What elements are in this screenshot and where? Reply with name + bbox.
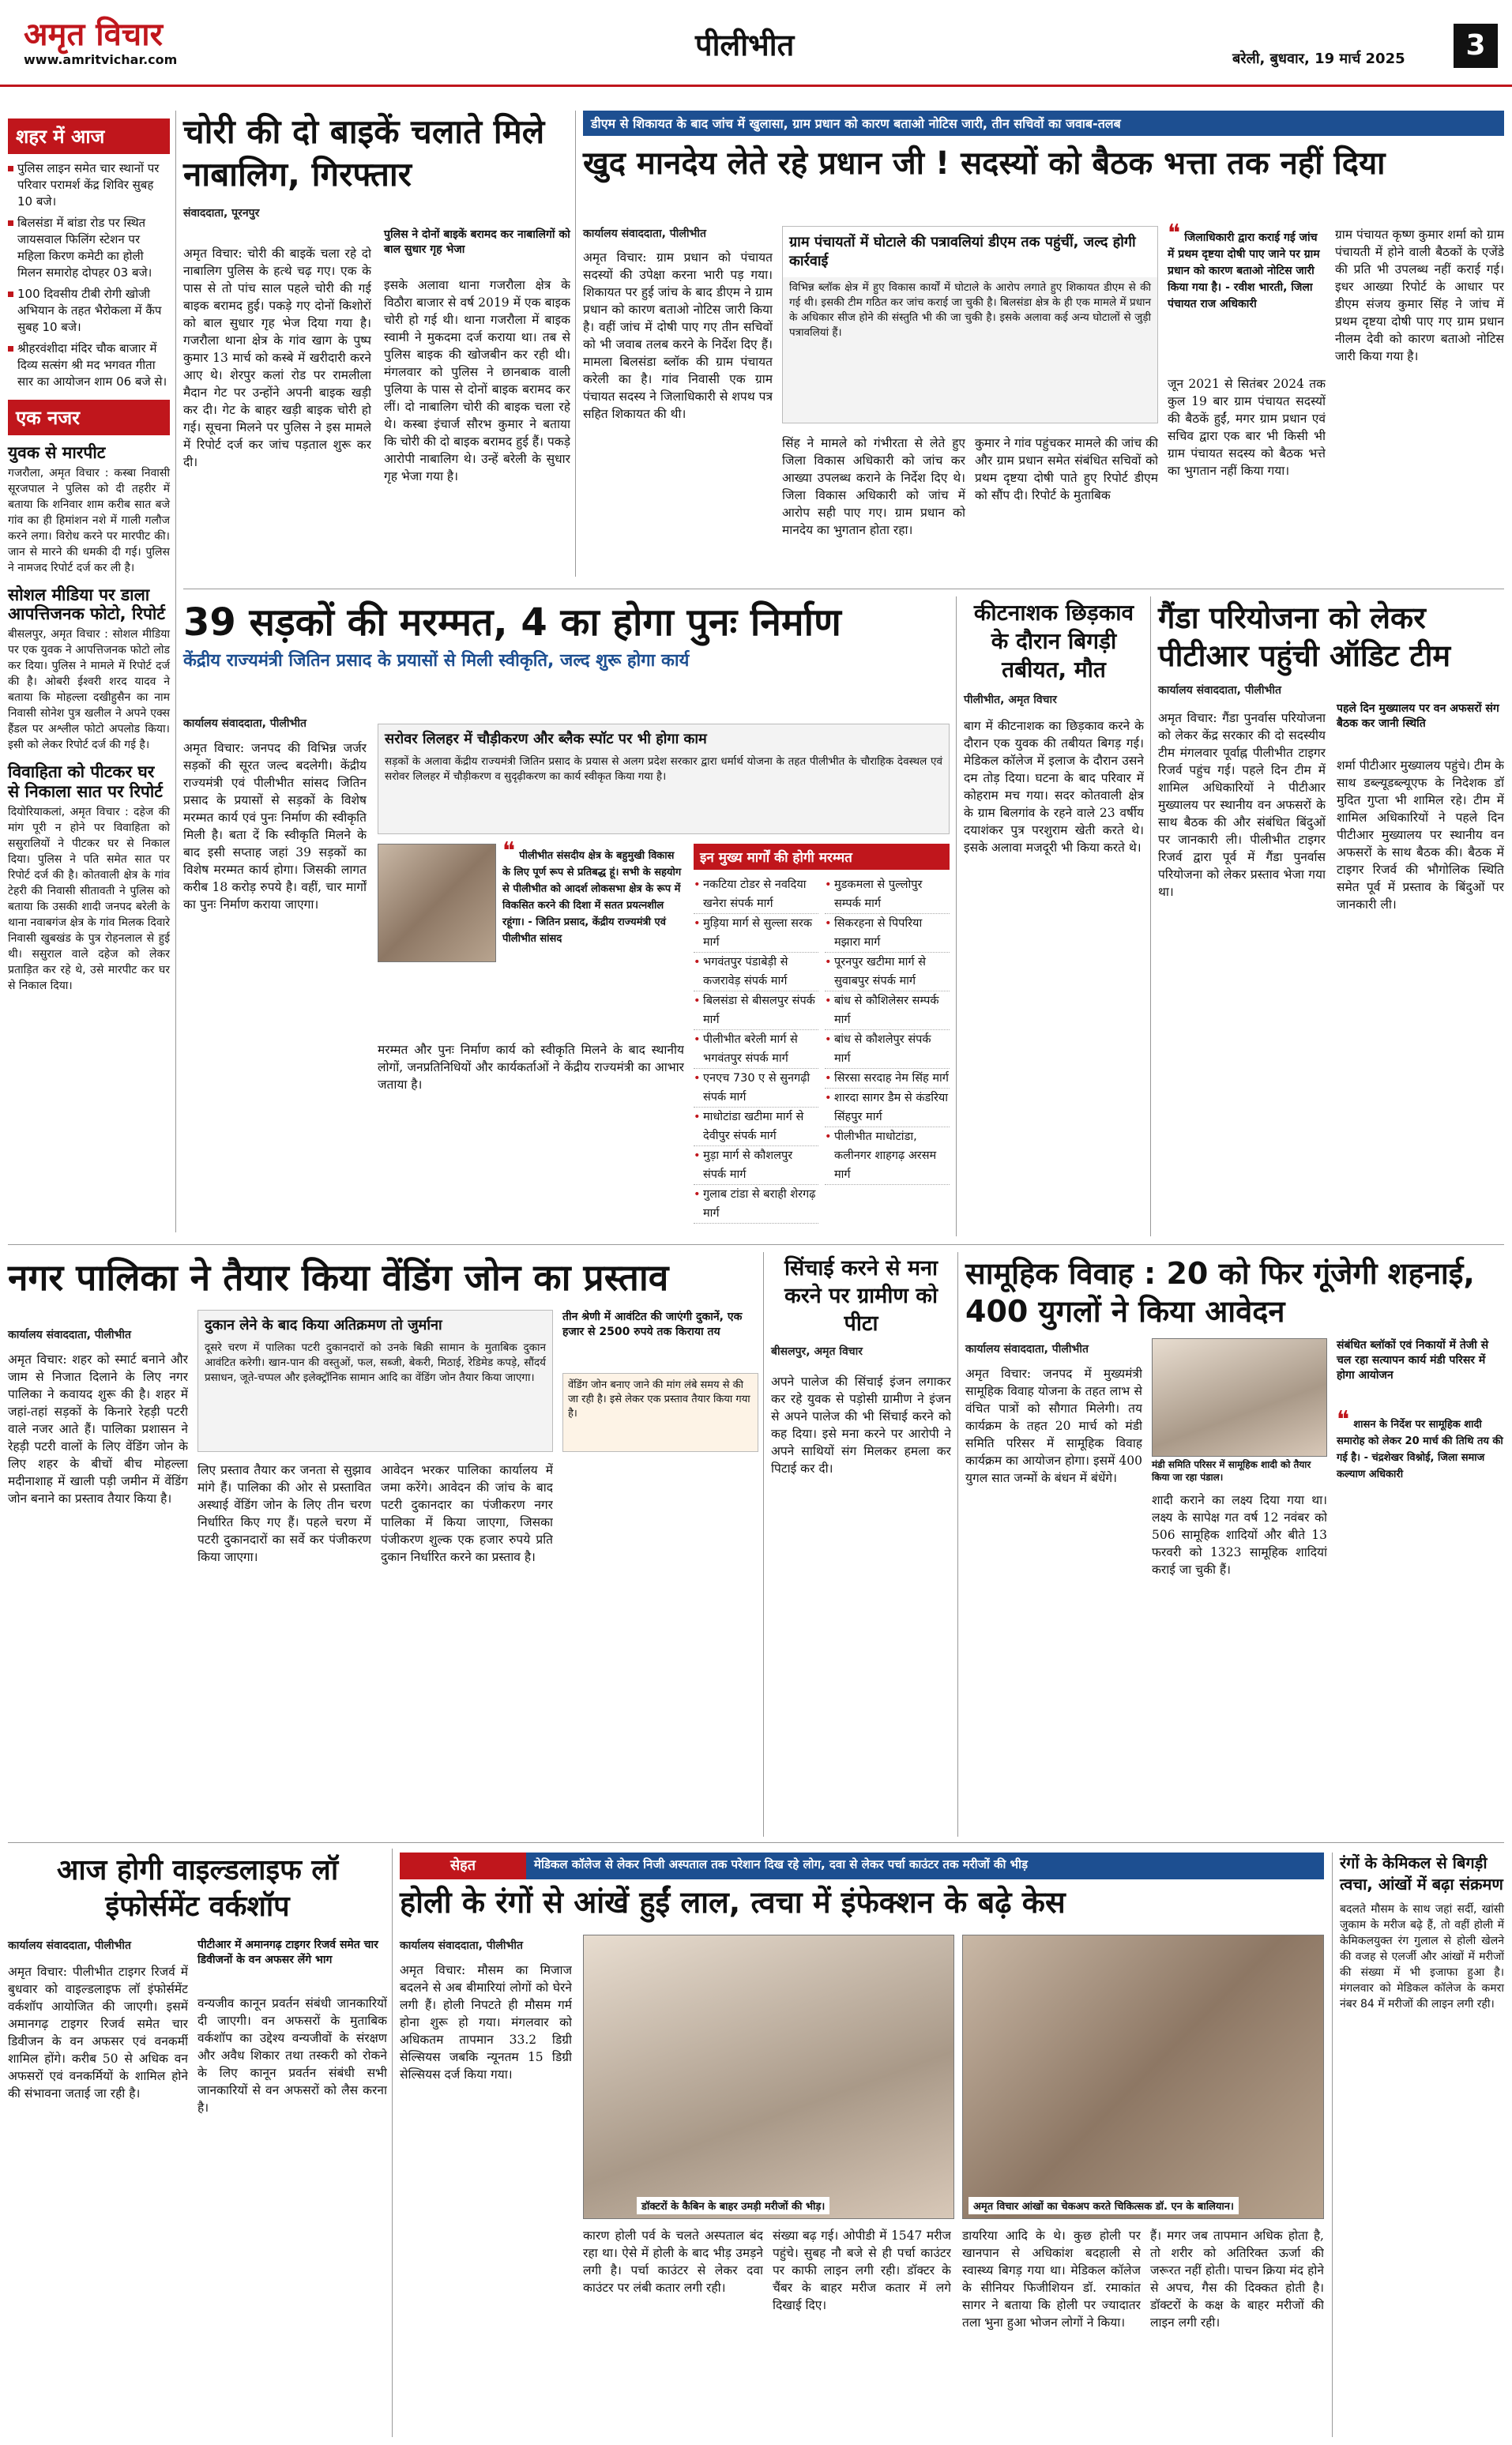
vending-box-text: दूसरे चरण में पालिका पटरी दुकानदारों को उनके बिक्री सामान के मुताबिक दुकान आवंटित करेगी। खान-पान की वस्तुओं, फल, सब्जी, बेकरी, मिठाई, रेडिमेड कपड़े, सौंदर्य प्रसाधन, जूते-चप्पल और इलेक्ट्रॉनिक सामान आदि का वेंडिंग जोन तैयार किया जाएगा।: [205, 1341, 546, 1384]
road-item: • मुडकमला से पुल्लोपुर सम्पर्क मार्ग: [825, 875, 950, 914]
roads-quote: ❝ पीलीभीत संसदीय क्षेत्र के बहुमुखी विकास के लिए पूर्ण रूप से प्रतिबद्ध हूं। सभी के सहयोग से पीलीभीत को आदर्श लोकसभा क्षेत्र के रूप में विकसित करने की दिशा में सतत प्रयत्नशील रहूंगा। - जितिन प्रसाद, केंद्रीय राज्यमंत्री एवं पीलीभीत सांसद: [502, 837, 682, 945]
wedding-story: [965, 1254, 1504, 1839]
health-col4: डायरिया आदि के थे। कुछ होली पर खानपान से अधिकांश बदहाली से स्वास्थ्य बिगड़ गया था। मेडिकल कॉलेज के सीनियर फिजीशियन डॉ. रमाकांत सागर ने बताया कि होली पर ज्यादातर तला भुना हुआ भोजन लोगों ने किया।: [962, 2229, 1141, 2330]
left-sidebar: [8, 118, 170, 1224]
roads-subhead: केंद्रीय राज्यमंत्री जितिन प्रसाद के प्रयासों से मिली स्वीकृति, जल्द शुरू होगा कार्य: [183, 651, 690, 671]
roads-headline: 39 सड़कों की मरम्मत, 4 का होगा पुनः निर्माण: [183, 600, 841, 645]
wedding-col2: शादी कराने का लक्ष्य दिया गया था। लक्ष्य के सापेक्ष गत वर्ष 12 नवंबर को 506 सामूहिक शादियों और बीते 13 फरवरी को 1323 सामूहिक शादियां कराई जा चुकी हैं।: [1152, 1493, 1327, 1577]
road-item: • पीलीभीत माधोटांडा, कलीनगर शाहगढ़ अरसम मार्ग: [825, 1127, 950, 1185]
nazar-title: एक नजर: [8, 400, 170, 435]
roads-list: [694, 844, 950, 1239]
road-item: • एनएच 730 ए से सुनगढ़ी संपर्क मार्ग: [694, 1069, 818, 1108]
brief-text: बीसलपुर, अमृत विचार : सोशल मीडिया पर एक युवक ने आपत्तिजनक फोटो लोड कर दिया। पुलिस ने मामले में रिपोर्ट दर्ज की है। ओबरी ईश्वरी शरद यादव ने बताया कि मोहल्ला दखीहुसैन का नाम निवासी सोनेश पुत्र खलील ने अपने एक्स हैंडल पर अश्लील फोटो अपलोड किया। इसी को लेकर रिपोर्ट दर्ज की गई है।: [8, 628, 170, 752]
crowd-caption: डॉक्टरों के कैबिन के बाहर उमड़ी मरीजों की भीड़।: [637, 2197, 829, 2214]
roads-box: [378, 724, 950, 834]
health-kicker: मेडिकल कॉलेज से लेकर निजी अस्पताल तक परेशान दिख रहे लोग, दवा से लेकर पर्चा काउंटर तक मरीजों की भीड़: [526, 1853, 1324, 1879]
pradhan-story: [583, 111, 1504, 585]
road-item: • सिरसा सरदाह नेम सिंह मार्ग: [825, 1069, 950, 1089]
pradhan-quote: ❝ जिलाधिकारी द्वारा कराई गई जांच में प्रथम दृष्टया दोषी पाए जाने पर ग्राम प्रधान को कारण बताओ नोटिस जारी किया गया है। - रवीश भारती, जिला पंचायत राज अधिकारी: [1168, 220, 1320, 310]
road-item: • भगवंतपुर पंडाबेड़ी से कजरावेड़ संपर्क मार्ग: [694, 953, 818, 991]
pradhan-headline: खुद मानदेय लेते रहे प्रधान जी ! सदस्यों को बैठक भत्ता तक नहीं दिया: [583, 145, 1386, 182]
roads-col1: अमृत विचार: जनपद की विभिन्न जर्जर सड़कों की सूरत जल्द बदलेगी। केंद्रीय राज्यमंत्री एवं पीलीभीत सांसद जितिन प्रसाद के प्रयासों से सड़कों के विशेष मरम्मत कार्य एवं पुनः निर्माण की स्वीकृति मिली है। बता दें कि स्वीकृति मिलने के बाद इसी सप्ताह जहां 39 सड़कों का विशेष मरम्मत कार्य होगा। जिसकी लागत करीब 18 करोड़ रुपये है। वहीं, चार मार्गों का पुनः निर्माण कराया जाएगा।: [183, 741, 367, 912]
road-item: • बिलसंडा से बीसलपुर संपर्क मार्ग: [694, 991, 818, 1030]
today-item: श्रीहरवंशीदा मंदिर चौक बाजार में दिव्य सत्संग श्री मद भगवत गीता सार का आयोजन शाम 06 बजे से।: [8, 340, 170, 390]
health-headline: होली के रंगों से आंखें हुईं लाल, त्वचा में इंफेक्शन के बढ़े केस: [400, 1885, 1066, 1920]
roads-byline: कार्यालय संवाददाता, पीलीभीत: [183, 717, 307, 730]
health-col1: अमृत विचार: मौसम का मिजाज बदलने से अब बीमारियां लोगों को घेरने लगी हैं। होली निपटते ही मौसम गर्म होना शुरू हो गया। मंगलवार को अधिकतम तापमान 33.2 डिग्री सेल्सियस जबकि न्यूनतम 15 डिग्री सेल्सियस दर्ज किया गया।: [400, 1963, 572, 2082]
wedding-quote: ❝ शासन के निर्देश पर सामूहिक शादी समारोह को लेकर 20 मार्च की तिथि तय की गई है। - चंद्रशेखर विश्नोई, जिला समाज कल्याण अधिकारी: [1337, 1406, 1503, 1480]
section-title: पीलीभीत: [695, 28, 795, 62]
roads-list-left: [694, 875, 818, 1224]
spray-text: बाग में कीटनाशक का छिड़काव करने के दौरान एक युवक की तबीयत बिगड़ गई। मेडिकल कॉलेज में इलाज के दौरान उसने दम तोड़ दिया। घटना के बाद परिवार में कोहराम मच गया। सदर कोतवाली क्षेत्र के ग्राम बिलगांव के रहने वाले 23 वर्षीय दयाशंकर पुत्र परशुराम खेती करते थे। इसके अलावा मजदूरी भी किया करते थे।: [964, 719, 1144, 855]
road-item: • पूरनपुर खटीमा मार्ग से सुवाबपुर संपर्क मार्ग: [825, 953, 950, 991]
health-col3: संख्या बढ़ गई। ओपीडी में 1547 मरीज पहुंचे। सुबह नौ बजे से ही पर्चा काउंटर पर काफी लाइन लगी रही। डॉक्टर के चैंबर के बाहर मरीज कतार में लगे दिखाई दिए।: [773, 2229, 951, 2312]
newspaper-url[interactable]: www.amritvichar.com: [24, 52, 178, 67]
pandal-caption: मंडी समिति परिसर में सामूहिक शादी को तैयार किया जा रहा पंडाल।: [1152, 1459, 1311, 1483]
wildlife-story: [8, 1853, 387, 2437]
pradhan-box-title: ग्राम पंचायतों में घोटाले की पत्रावलियां डीएम तक पहुंचीं, जल्द होगी कार्रवाई: [783, 227, 1157, 277]
vending-box-title: दुकान लेने के बाद किया अतिक्रमण तो जुर्माना: [205, 1317, 442, 1333]
tiger-headline: गैंडा परियोजना को लेकर पीटीआर पहुंची ऑडिट टीम: [1158, 600, 1451, 673]
vending-box: [197, 1310, 553, 1452]
spray-story: [964, 599, 1144, 1231]
minister-photo: [378, 844, 496, 962]
pradhan-col2: सिंह ने मामले को गंभीरता से लेते हुए जिला विकास अधिकारी को जांच कर आख्या उपलब्ध कराने के निर्देश दिए थे। जिला विकास अधिकारी को जांच में आरोप सही पाए गए। ग्राम प्रधान को मानदेय का भुगतान होता रहा।: [782, 436, 965, 537]
vending-headline: नगर पालिका ने तैयार किया वेंडिंग जोन का प्रस्ताव: [8, 1256, 669, 1299]
pradhan-box-text: विभिन्न ब्लॉक क्षेत्र में हुए विकास कार्यों में घोटाले के आरोप लगाते हुए शिकायत डीएम से की गई थी। इसकी टीम गठित कर जांच कराई जा चुकी है। बिलसंडा क्षेत्र के ही एक मामले में प्रधान के अधिकार सीज होने की संस्तुति भी की जा चुकी है। इसके अलावा कई अन्य घोटालों से जुड़ी पत्रावलियां हैं।: [789, 281, 1151, 339]
spray-byline: पीलीभीत, अमृत विचार: [964, 694, 1057, 706]
tiger-col2: शर्मा पीटीआर मुख्यालय पहुंचे। टीम के साथ डब्ल्यूडब्ल्यूएफ के निदेशक डॉ मुदित गुप्ता भी शामिल रहे। टीम में शामिल अधिकारियों ने पहले दिन पीटीआर मुख्यालय पर स्थानीय वन अफसरों के साथ बैठक की। बैठक में टाइगर रिजर्व की भौगोलिक स्थिति समेत पूर्व में प्रस्ताव के बिंदुओं पर जानकारी ली।: [1337, 758, 1504, 912]
health-sidebar-title: रंगों के केमिकल से बिगड़ी त्वचा, आंखों में बढ़ा संक्रमण: [1340, 1853, 1503, 1894]
road-item: • पीलीभीत बरेली मार्ग से भगवंतपुर संपर्क मार्ग: [694, 1030, 818, 1069]
roads-list-right: [825, 875, 950, 1185]
brief-title: युवक से मारपीट: [8, 443, 106, 462]
brief-title: सोशल मीडिया पर डाला आपत्तिजनक फोटो, रिपोर्ट: [8, 585, 165, 624]
wildlife-headline: आज होगी वाइल्डलाइफ लॉ इंफोर्समेंट वर्कशॉप: [56, 1854, 339, 1923]
theft-story: [183, 111, 570, 585]
crowd-photo: [583, 1935, 954, 2219]
road-item: • मुड़िया मार्ग से सुल्ला सरक मार्ग: [694, 914, 818, 953]
road-item: • नकटिया टोडर से नवदिया खनेरा संपर्क मार्ग: [694, 875, 818, 914]
tiger-col1: अमृत विचार: गैंडा पुनर्वास परियोजना को लेकर केंद्र सरकार की दो सदस्यीय टीम मंगलवार पूर्वाह्न पीलीभीत टाइगर रिजर्व पहुंच गई। पहले दिन टीम में शामिल अधिकारियों ने पीटीआर मुख्यालय पर स्थानीय वन अफसरों के साथ बैठक की और संबंधित बिंदुओं पर जानकारी ली। पीलीभीत टाइगर रिजर्व द्वारा पूर्व में गैंडा पुनर्वास परियोजना को लेकर प्रस्ताव भेजा गया था।: [1158, 711, 1326, 899]
tiger-byline: कार्यालय संवाददाता, पीलीभीत: [1158, 684, 1281, 697]
pradhan-byline: कार्यालय संवाददाता, पीलीभीत: [583, 228, 706, 240]
masthead: [0, 0, 1512, 87]
tiger-kicker: पहले दिन मुख्यालय पर वन अफसरों संग बैठक कर जानी स्थिति: [1337, 702, 1499, 730]
wedding-col1: अमृत विचार: जनपद में मुख्यमंत्री सामूहिक विवाह योजना के तहत लाभ से वंचित पात्रों को सौगात मिलेगी। तय कार्यक्रम के तहत 20 मार्च को मंडी समिति परिसर में सामूहिक विवाह कार्यक्रम का आयोजन होगा। इसमें 400 युगल सात जन्मों के बंधन में बंधेंगे।: [965, 1367, 1142, 1485]
health-col5: हैं। मगर जब तापमान अधिक होता है, तो शरीर को अतिरिक्त ऊर्जा की जरूरत नहीं होती। पाचन क्रिया मंद होने से अपच, गैस की दिक्कत होती है। डॉक्टरों के कक्ष के बाहर मरीजों की लाइन लगी रही।: [1150, 2229, 1324, 2330]
irrigation-byline: बीसलपुर, अमृत विचार: [771, 1345, 863, 1358]
theft-byline: संवाददाता, पूरनपुर: [183, 207, 260, 220]
pradhan-col5: ग्राम पंचायत कृष्ण कुमार शर्मा को ग्राम पंचायती में होने वाली बैठकों के एजेंडे की प्रति भी उपलब्ध नहीं कराई गई। इधर आख्या रिपोर्ट के आधार पर डीएम संजय कुमार सिंह ने जांच में प्रथम दृष्टया दोषी पाए गए ग्राम प्रधान नीलम देवी को कारण बताओ नोटिस जारी किया गया है।: [1335, 228, 1504, 363]
vending-kicker: तीन श्रेणी में आवंटित की जाएंगी दुकानें, एक हजार से 2500 रुपये तक किराया तय: [562, 1311, 743, 1338]
doctor-caption: अमृत विचार आंखों का चेकअप करते चिकित्सक डॉ. एन के बालियान।: [969, 2197, 1239, 2214]
health-sidebar-text: बदलते मौसम के साथ जहां सर्दी, खांसी जुकाम के मरीज बढ़े हैं, तो वहीं होली में केमिकलयुक्त रंग गुलाल से होली खेलने की वजह से एलर्जी और आंखों में मरीजों की संख्या में भी इजाफा हुआ है। मंगलवार को मेडिकल कॉलेज के कमरा नंबर 84 में मरीजों की लाइन लगी रही।: [1340, 1903, 1504, 2011]
quote-icon: ❝: [1337, 1406, 1350, 1434]
tiger-story: [1158, 599, 1504, 1231]
road-item: • मुड़ा मार्ग से कौशलपुर संपर्क मार्ग: [694, 1146, 818, 1185]
roads-col2: मरम्मत और पुनः निर्माण कार्य को स्वीकृति मिलने के बाद स्थानीय लोगों, जनप्रतिनिधियों और कार्यकर्ताओं ने केंद्रीय राज्यमंत्री का आभार जताया है।: [378, 1043, 684, 1092]
health-section-tag: सेहत: [400, 1853, 526, 1879]
health-story: [400, 1853, 1504, 2437]
road-item: • बांध से कौशिलेसर सम्पर्क मार्ग: [825, 991, 950, 1030]
road-item: • बांध से कौशलेपुर संपर्क मार्ग: [825, 1030, 950, 1069]
irrigation-headline: सिंचाई करने से मना करने पर ग्रामीण को पीटा: [784, 1256, 938, 1336]
spray-headline: कीटनाशक छिड़काव के दौरान बिगड़ी तबीयत, मौत: [973, 600, 1134, 683]
today-item: पुलिस लाइन समेत चार स्थानों पर परिवार परामर्श केंद्र शिविर सुबह 10 बजे।: [8, 160, 170, 210]
health-sidebar: [1340, 1853, 1504, 2437]
vending-col2: लिए प्रस्ताव तैयार कर जनता से सुझाव मांगे हैं। पालिका की ओर से प्रस्तावित अस्थाई वेंडिंग जोन के लिए तीन चरण निर्धारित किए गए हैं। पहले चरण में पटरी दुकानदारों का सर्वे कर पंजीकरण किया जाएगा।: [197, 1463, 371, 1564]
theft-col1: अमृत विचार: चोरी की बाइकें चला रहे दो नाबालिग पुलिस के हत्थे चढ़ गए। एक के पास से तो पांच साल पहले चोरी की गई बाइक बरामद हुई। पकड़े गए दोनों किशोरों को बाल सुधार गृह भेज दिया गया है। गजरौला थाना क्षेत्र के गांव खाग के पुष्प कुमार 13 मार्च को कस्बे में खरीदारी करने आए थे। शेरपुर कलां रोड पर रामलीला मैदान गेट पर उन्होंने अपनी बाइक खड़ी कर दी। गेट के बाहर खड़ी बाइक चोरी हो गई। सूचना मिलने पर पुलिस ने इस मामले में रिपोर्ट दर्ज कर जांच पड़ताल शुरू कर दी।: [183, 246, 371, 469]
theft-col2: इसके अलावा थाना गजरौला क्षेत्र के विठौरा बाजार से वर्ष 2019 में एक बाइक चोरी हो गई थी। थाना गजरौला में बाइक स्वामी ने मुकदमा दर्ज कराया था। तब से पुलिस बाइक की खोजबीन कर रही थी। मंगलवार को पुलिस ने छानबाक वाली पुलिया के पास से दोनों बाइक बरामद कर लीं। दो नाबालिग चोरी की बाइक चला रहे थे। कस्बा इंचार्ज सौरभ कुमार ने बताया कि चोरी की दो बाइक बरामद हुई हैं। पकड़े आरोपी नाबालिग थे। उन्हें बरेली के सुधार गृह भेजा गया है।: [384, 278, 570, 483]
wedding-kicker: संबंधित ब्लॉकों एवं निकायों में तेजी से चल रहा सत्यापन कार्य मंडी परिसर में होगा आयोजन: [1337, 1339, 1489, 1382]
pradhan-col1: अमृत विचार: ग्राम प्रधान को पंचायत सदस्यों की उपेक्षा करना भारी पड़ गया। शिकायत पर हुई जांच के बाद डीएम ने ग्राम प्रधान को कारण बताओ नोटिस जारी किया है। वहीं जांच में दोषी पाए गए तीन सचिवों को भी जवाब तलब करने के निर्देश दिए हैं। मामला बिलसंडा ब्लॉक की ग्राम पंचायत करेली का है। गांव निवासी एक ग्राम पंचायत सदस्य ने जिलाधिकारी से शपथ पत्र सहित शिकायत की थी।: [583, 250, 773, 421]
page-number: 3: [1454, 24, 1498, 68]
pradhan-box: [782, 226, 1158, 423]
brief-title: विवाहिता को पीटकर घर से निकाला सात पर रिपोर्ट: [8, 762, 163, 801]
roads-story: [183, 599, 950, 1247]
today-title: शहर में आज: [8, 118, 170, 154]
pradhan-col4: जून 2021 से सितंबर 2024 तक कुल 19 बार ग्राम पंचायत सदस्यों की बैठकें हुईं, मगर ग्राम प्रधान एवं सचिव द्वारा एक बार भी किसी भी ग्राम पंचायत सदस्य को बैठक भत्ते का भुगतान नहीं किया गया।: [1168, 377, 1326, 478]
wildlife-col2: वन्यजीव कानून प्रवर्तन संबंधी जानकारियों दी जाएगी। वन अफसरों के मुताबिक वर्कशॉप का उद्देश्य वन्यजीवों के संरक्षण और अवैध शिकार तथा तस्करी को रोकने के लिए कानून प्रवर्तन संबंधी सभी जानकारियों से वन अफसरों को लैस करना है।: [197, 1996, 387, 2115]
today-item: बिलसंडा में बांडा रोड पर स्थित जायसवाल फिलिंग स्टेशन पर महिला किरण कमेटी का होली मिलन समारोह दोपहर 03 बजे।: [8, 215, 170, 281]
wildlife-kicker: पीटीआर में अमानगढ़ टाइगर रिजर्व समेत चार डिवीजनों के वन अफसर लेंगे भाग: [197, 1939, 378, 1966]
roads-box-text: सड़कों के अलावा केंद्रीय राज्यमंत्री जितिन प्रसाद के प्रयास से अलग प्रदेश सरकार द्वारा धर्मार्थ योजना के तहत पीलीभीत के चौराहिक देवस्थल एवं सरोवर लिलहर में चौड़ीकरण व सुदृढ़ीकरण का कार्य स्वीकृत किया गया है।: [385, 755, 942, 783]
irrigation-text: अपने पालेज की सिंचाई इंजन लगाकर कर रहे युवक से पड़ोसी ग्रामीण ने इंजन से अपने पालेज की भी सिंचाई करने को कह दिया। इसे मना करने पर आरोपी ने अपने साथियों संग मिलकर हमला कर पिटाई कर दी।: [771, 1375, 951, 1476]
brief-text: गजरौला, अमृत विचार : कस्बा निवासी सूरजपाल ने पुलिस को दी तहरीर में बताया कि शनिवार शाम करीब सात बजे गांव का ही हिमांशन नशे में गाली गलौज करने लगा। विरोध करने पर मारपीट की। जान से मारने की धमकी दी गई। पुलिस ने नामजद रिपोर्ट दर्ज कर ली है।: [8, 467, 170, 575]
vending-story: [8, 1254, 758, 1839]
doctor-photo: [962, 1935, 1324, 2219]
pandal-photo: [1152, 1338, 1327, 1457]
vending-side-box: वेंडिंग जोन बनाए जाने की मांग लंबे समय से की जा रही है। इसे लेकर एक प्रस्ताव तैयार किया गया है।: [562, 1373, 758, 1452]
vending-col1: अमृत विचार: शहर को स्मार्ट बनाने और जाम से निजात दिलाने के लिए नगर पालिका ने कवायद शुरू की है। शहर में जहां-तहां सड़कों के किनारे रेहड़ी पटरी वाले नजर आते हैं। पालिका प्रशासन ने रेहड़ी पटरी वालों के लिए वेंडिंग जोन के लिए शहर के बीचों बीच मोहल्ला मदीनाशाह में खाली पड़ी जमीन में वेंडिंग जोन बनाने का प्रस्ताव तैयार किया है।: [8, 1352, 188, 1506]
today-item: 100 दिवसीय टीबी रोगी खोजी अभियान के तहत भैरोकला में कैंप सुबह 10 बजे।: [8, 286, 170, 336]
pradhan-kicker: डीएम से शिकायत के बाद जांच में खुलासा, ग्राम प्रधान को कारण बताओ नोटिस जारी, तीन सचिवों का जवाब-तलब: [583, 111, 1504, 136]
health-col2: कारण होली पर्व के चलते अस्पताल बंद रहा था। ऐसे में होली के बाद भीड़ उमड़ने लगी है। पर्चा काउंटर से लेकर दवा काउंटर पर लंबी कतार लगी रही।: [583, 2229, 763, 2295]
wildlife-byline: कार्यालय संवाददाता, पीलीभीत: [8, 1939, 131, 1952]
road-item: • गुलाब टांडा से बराही शेरगढ़ मार्ग: [694, 1185, 818, 1224]
newspaper-logo: अमृत विचार: [24, 17, 163, 53]
health-byline: कार्यालय संवाददाता, पीलीभीत: [400, 1939, 523, 1952]
irrigation-story: [771, 1254, 951, 1839]
theft-kicker: पुलिस ने दोनों बाइकें बरामद कर नाबालिगों को बाल सुधार गृह भेजा: [384, 228, 570, 256]
vending-byline: कार्यालय संवाददाता, पीलीभीत: [8, 1329, 131, 1341]
theft-headline: चोरी की दो बाइकें चलाते मिले नाबालिग, गिरफ्तार: [183, 112, 545, 194]
dateline: बरेली, बुधवार, 19 मार्च 2025: [1232, 51, 1405, 67]
vending-col3: आवेदन भरकर पालिका कार्यालय में जमा करेंगे। आवेदन की जांच के बाद पटरी दुकानदार का पंजीकरण नगर पालिका में किया जाएगा, जिसका पंजीकरण शुल्क एक हजार रुपये प्रति दुकान निर्धारित करने का प्रस्ताव है।: [381, 1463, 553, 1564]
brief-text: दियोरियाकलां, अमृत विचार : दहेज की मांग पूरी न होने पर विवाहिता को ससुरालियों ने पीटकर घर से निकाल दिया। पुलिस ने पति समेत सात पर रिपोर्ट दर्ज की है। कोतवाली क्षेत्र के गांव टेहरी की निवासी सीतावती ने पुलिस को बताया कि उसकी शादी जनपद बरेली के थाना नवाबगंज क्षेत्र के गांव मिलक दिवारे निवासी खुबखंड के पुत्र रोहनलाल से हुई थी। ससुराल वाले दहेज को लेकर प्रताड़ित कर रहे थे, उसे मारपीट कर घर से निकाल दिया।: [8, 805, 170, 992]
pradhan-col3: कुमार ने गांव पहुंचकर मामले की जांच की और ग्राम प्रधान समेत संबंधित सचिवों को प्रथम दृष्टया दोषी पाते हुए रिपोर्ट डीएम को सौंप दी। रिपोर्ट के मुताबिक: [975, 436, 1158, 502]
road-item: • सिकरहना से पिपरिया मझारा मार्ग: [825, 914, 950, 953]
wildlife-col1: अमृत विचार: पीलीभीत टाइगर रिजर्व में बुधवार को वाइल्डलाइफ लॉ इंफोर्समेंट वर्कशॉप आयोजित की जाएगी। इसमें अमानगढ़ टाइगर रिजर्व समेत चार डिवीजन के वन अफसर एवं वनकर्मी शामिल होंगे। करीब 50 से अधिक वन अफसरों एवं वनकर्मियों के शामिल होने की संभावना जताई जा रही है।: [8, 1965, 188, 2101]
quote-icon: ❝: [502, 837, 516, 865]
wedding-headline: सामूहिक विवाह : 20 को फिर गूंजेगी शहनाई, 400 युगलों ने किया आवेदन: [965, 1256, 1475, 1329]
road-item: • शारदा सागर डैम से कंडरिया सिंहपुर मार्ग: [825, 1089, 950, 1127]
roads-list-title: इन मुख्य मार्गों की होगी मरम्मत: [694, 844, 950, 870]
road-item: • माधोटांडा खटीमा मार्ग से देवीपुर संपर्क मार्ग: [694, 1108, 818, 1146]
quote-icon: ❝: [1168, 220, 1181, 247]
wedding-byline: कार्यालय संवाददाता, पीलीभीत: [965, 1343, 1089, 1356]
roads-box-title: सरोवर लिलहर में चौड़ीकरण और ब्लैक स्पॉट पर भी होगा काम: [385, 731, 707, 747]
